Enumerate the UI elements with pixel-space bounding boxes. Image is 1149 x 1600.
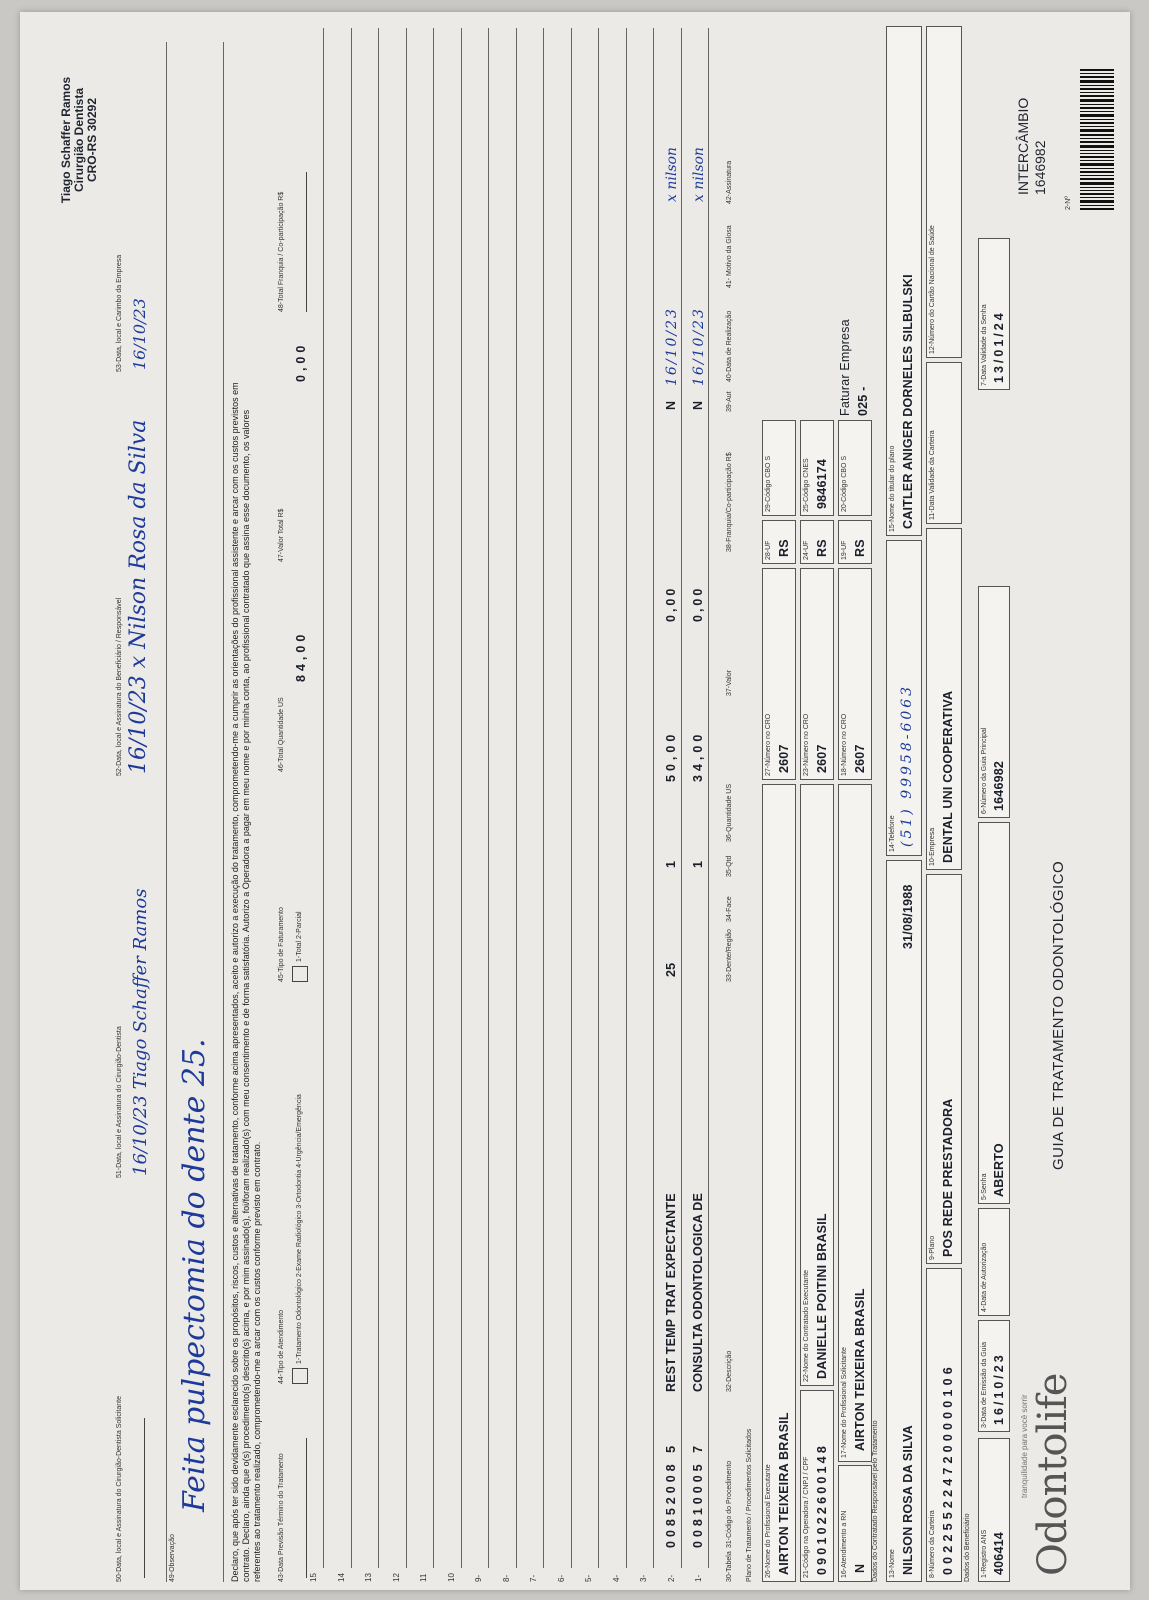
field-assinatura-solicitante-value bbox=[130, 1418, 145, 1578]
row-line bbox=[516, 28, 517, 1568]
rotated-form bbox=[20, 12, 1130, 1590]
field-label: 25-Código CNES bbox=[803, 458, 810, 512]
section-beneficiario: Dados do Beneficiário bbox=[964, 1513, 971, 1582]
section-tratamento: Plano de Tratamento / Procedimentos Solicitados bbox=[746, 1428, 753, 1582]
field-label: 29-Código CBO S bbox=[765, 455, 772, 512]
field-value: ABERTO bbox=[992, 1143, 1006, 1197]
row-line bbox=[433, 28, 434, 1568]
guide-type: INTERCÂMBIO bbox=[1015, 97, 1031, 195]
header-tabela: 30-Tabela bbox=[726, 1551, 733, 1582]
cell-data: 16/10/23 bbox=[691, 307, 707, 386]
table-row bbox=[523, 22, 545, 1582]
row-number: 7- bbox=[529, 1574, 538, 1582]
table-row bbox=[386, 22, 408, 1582]
row-line bbox=[406, 28, 407, 1568]
table-row bbox=[688, 22, 710, 1582]
cell-data: 16/10/23 bbox=[663, 307, 680, 386]
field-value: 0022552247200000106 bbox=[941, 1363, 955, 1575]
field-label: 3-Data de Emissão da Guia bbox=[981, 1342, 988, 1428]
cell-assin: x nilson bbox=[691, 147, 707, 202]
tipo-faturamento-options: 1-Total 2-Parcial bbox=[296, 911, 303, 962]
cell-code: 00852008 5 bbox=[663, 1441, 678, 1548]
field-label: 17-Nome do Profissional Solicitante bbox=[841, 1347, 848, 1458]
stamp-line: Cirurgião Dentista bbox=[72, 88, 86, 193]
field-previsao-termino-label: 43-Data Previsão Término do Tratamento bbox=[278, 1453, 285, 1582]
table-row bbox=[331, 22, 353, 1582]
field-value: 2607 bbox=[815, 744, 829, 773]
field-assinatura-beneficiario-value: 16/10/23 x Nilson Rosa da Silva bbox=[126, 419, 151, 774]
field-label: 5-Senha bbox=[981, 1173, 988, 1200]
row-number: 10 bbox=[446, 1573, 456, 1582]
field-label: 23-Número no CRO bbox=[803, 713, 810, 776]
table-row bbox=[633, 22, 655, 1582]
row-line bbox=[598, 28, 599, 1568]
row-line bbox=[708, 28, 709, 1568]
section-contratado: Dados do Contratado Responsável pelo Tratamento bbox=[872, 1420, 879, 1582]
declaration-line: contrato. Declaro, ainda que o(s) procedimento(s) descrito(s) acima, e por mim assinado(s), foi/foram realizado(s) com meu consentimento e de forma satisfatória. Autorizo a Operadora a pagar em meu nome e por minha conta, ao profissional contratado que assina esse documento, os valores bbox=[241, 409, 251, 1582]
row-number: 6- bbox=[556, 1574, 566, 1582]
field-label: 15-Nome do titular do plano bbox=[889, 445, 896, 532]
cell-code: 00810005 7 bbox=[691, 1441, 705, 1548]
cell-valor: 0,00 bbox=[691, 585, 705, 622]
row-number: 3- bbox=[639, 1574, 648, 1582]
guide-number: 1646982 bbox=[1032, 140, 1048, 195]
field-total-us-value: 84,00 bbox=[294, 630, 308, 682]
field-label: 7-Data Validade da Senha bbox=[981, 304, 988, 386]
row-line bbox=[378, 28, 379, 1568]
field-value: 2607 bbox=[777, 744, 791, 773]
operator-logo: Odontolife bbox=[1030, 1373, 1076, 1576]
field-label: 9-Plano bbox=[929, 1235, 936, 1260]
stamp-line: CRO-RS 30292 bbox=[85, 97, 99, 183]
field-value: POS REDE PRESTADORA bbox=[941, 1098, 955, 1257]
table-row bbox=[496, 22, 518, 1582]
field-label: 20-Código CBO S bbox=[841, 455, 848, 512]
logo-tagline: tranquilidade para você sorrir bbox=[1020, 1394, 1029, 1498]
field-label: 1-Registro ANS bbox=[981, 1529, 988, 1578]
field-value: 406414 bbox=[992, 1532, 1006, 1575]
field-total-franquia-value bbox=[292, 172, 307, 312]
field-value: NILSON ROSA DA SILVA bbox=[901, 1425, 915, 1575]
table-row bbox=[606, 22, 628, 1582]
header-aut: 39-Aut bbox=[726, 391, 733, 412]
field-tipo-faturamento-label: 45-Tipo de Faturamento bbox=[278, 907, 285, 982]
cell-desc: REST TEMP TRAT EXPECTANTE bbox=[663, 1193, 678, 1392]
field-value: AIRTON TEIXEIRA BRASIL bbox=[777, 1412, 791, 1575]
field-label: 16-Atendimento a RN bbox=[841, 1510, 848, 1578]
table-row bbox=[358, 22, 380, 1582]
row-number: 2- bbox=[666, 1574, 676, 1582]
field-label: 24-UF bbox=[803, 540, 810, 560]
row-line bbox=[488, 28, 489, 1568]
field-previsao-termino-value bbox=[292, 1438, 307, 1578]
field-total-us-label: 46-Total Quantidade US bbox=[278, 697, 285, 772]
signature-row bbox=[112, 22, 164, 1582]
field-assinatura-dentista-value: 16/10/23 Tiago Schaffer Ramos bbox=[130, 888, 151, 1176]
field-valor-total-label: 47-Valor Total R$ bbox=[278, 508, 285, 562]
table-row bbox=[551, 22, 573, 1582]
field-label: 18-Número no CRO bbox=[841, 713, 848, 776]
row-number: 15 bbox=[309, 1573, 318, 1582]
header-assinatura: 42-Assinatura bbox=[726, 160, 733, 204]
table-row bbox=[661, 22, 683, 1582]
field-assinatura-solicitante-label: 50-Data, local e Assinatura do Cirurgião-Dentista Solicitante bbox=[116, 1396, 123, 1582]
field-value: 2607 bbox=[853, 744, 867, 773]
row-number: 11 bbox=[419, 1573, 428, 1582]
row-number: 14 bbox=[336, 1573, 346, 1582]
cell-qtd: 1 bbox=[691, 860, 705, 868]
field-label: 21-Código na Operadora / CNPJ / CPF bbox=[803, 1456, 810, 1578]
form-sheet bbox=[20, 12, 1130, 1590]
field-label: 19-UF bbox=[841, 540, 848, 560]
header-qtd-us: 36-Quantidade US bbox=[726, 784, 733, 842]
table-row bbox=[578, 22, 600, 1582]
row-number: 4- bbox=[611, 1574, 621, 1582]
tipo-atendimento-options: 1-Tratamento Odontológico 2-Exame Radiológico 3-Ortodontia 4-Urgência/Emergência bbox=[296, 1094, 303, 1364]
row-number: 12 bbox=[391, 1573, 401, 1582]
cell-us: 50,00 bbox=[663, 730, 678, 782]
row-line bbox=[461, 28, 462, 1568]
row-line bbox=[681, 28, 682, 1568]
field-value: RS bbox=[815, 539, 829, 557]
cell-desc: CONSULTA ODONTOLOGICA DE bbox=[691, 1192, 705, 1392]
observation-handwritten: Feita pulpectomia do dente 25. bbox=[177, 1038, 212, 1512]
row-number: 1- bbox=[694, 1574, 703, 1582]
field-label: 27-Número no CRO bbox=[765, 713, 772, 776]
field-assinatura-beneficiario-label: 52-Data, local e Assinatura do Beneficiário / Responsável bbox=[116, 597, 123, 776]
cell-valor: 0,00 bbox=[663, 585, 678, 622]
table-row bbox=[468, 22, 490, 1582]
field-value: CAITLER ANIGER DORNELES SILBULSKI bbox=[901, 274, 915, 529]
field-value: 9846174 bbox=[815, 458, 829, 509]
field-assinatura-dentista-label: 51-Data, local e Assinatura do Cirurgião-Dentista bbox=[116, 1026, 123, 1178]
header-descricao: 32-Descrição bbox=[726, 1350, 733, 1392]
birth-date: 31/08/1988 bbox=[901, 884, 915, 949]
field-value: N bbox=[853, 1563, 867, 1573]
field-value: DANIELLE POITINI BRASIL bbox=[815, 1213, 829, 1379]
dentist-stamp bbox=[60, 40, 99, 240]
field-label: 4-Data de Autorização bbox=[981, 1242, 988, 1312]
field-label: 11-Data Validade da Carteira bbox=[929, 430, 936, 520]
row-line bbox=[653, 28, 654, 1568]
totals-row bbox=[278, 22, 318, 1582]
row-line bbox=[571, 28, 572, 1568]
field-value: DENTAL UNI COOPERATIVA bbox=[941, 690, 955, 863]
header-dente: 33-Dente/Região bbox=[726, 929, 733, 982]
header-codigo: 31-Código do Procedimento bbox=[726, 1460, 733, 1548]
field-value: 13/01/24 bbox=[992, 310, 1006, 383]
field-tipo-atendimento-label: 44-Tipo de Atendimento bbox=[278, 1309, 285, 1384]
field-value: 16/10/23 bbox=[992, 1352, 1006, 1425]
header-data-realizacao: 40-Data de Realização bbox=[726, 310, 733, 382]
table-row bbox=[413, 22, 435, 1582]
field-tipo-atendimento-value bbox=[292, 1368, 308, 1384]
header-face: 34-Face bbox=[726, 896, 733, 922]
field-valor-total-value: 0,00 bbox=[294, 341, 308, 382]
field-value: RS bbox=[777, 539, 791, 557]
declaration-line: referentes ao tratamento realizado, comprometendo-me a arcar com os custos conforme previsto em contrato. bbox=[252, 1141, 262, 1582]
header-franquia: 38-Franquia/Co-participação R$ bbox=[726, 452, 733, 552]
cell-tooth: 25 bbox=[663, 962, 678, 977]
field-label: 22-Nome do Contratado Executante bbox=[803, 1269, 810, 1382]
header-qtd: 35-Qtd bbox=[726, 855, 733, 877]
field-value: (51) 99958-6063 bbox=[899, 683, 915, 847]
field-total-franquia-label: 48-Total Franquia / Co-participação R$ bbox=[278, 191, 285, 312]
cell-aut: N bbox=[691, 400, 705, 410]
header-motivo-glosa: 41- Motivo da Glosa bbox=[726, 225, 733, 288]
field-carimbo-empresa-value: 16/10/23 bbox=[130, 298, 149, 370]
field-label: 28-UF bbox=[765, 540, 772, 560]
row-line bbox=[626, 28, 627, 1568]
cbo-value: 025 - bbox=[856, 386, 870, 416]
cell-aut: N bbox=[663, 400, 678, 410]
field-label: 12-Número do Cartão Nacional de Saúde bbox=[929, 225, 936, 354]
field-observacao bbox=[166, 42, 224, 1582]
field-carimbo-empresa-label: 53-Data, local e Carimbo da Empresa bbox=[116, 254, 123, 372]
field-label: 14-Telefone bbox=[889, 815, 896, 852]
field-label: 26-Nome do Profissional Executante bbox=[765, 1464, 772, 1578]
field-label: 6-Número da Guia Principal bbox=[981, 727, 988, 814]
row-line bbox=[351, 28, 352, 1568]
field-label: 8-Número da Carteira bbox=[929, 1510, 936, 1578]
field-value: AIRTON TEIXEIRA BRASIL bbox=[853, 1288, 867, 1451]
cell-assin: x nilson bbox=[663, 147, 680, 202]
guide-number-label: 2-Nº bbox=[1065, 196, 1072, 210]
field-value: 1646982 bbox=[992, 760, 1006, 811]
declaration-line: Declaro, que após ter sido devidamente esclarecido sobre os propósitos, riscos, custos e alternativas de tratamento, conforme acima apresentados, aceito e autorizo a execução do tratamento, comprometendo-me a cumprir as orientações do profissional assistente e arcar com os custos previstos em bbox=[230, 382, 240, 1582]
document-title: GUIA DE TRATAMENTO ODONTOLÓGICO bbox=[1050, 860, 1067, 1170]
stamp-line: Tiago Schaffer Ramos bbox=[59, 76, 73, 204]
table-row bbox=[441, 22, 463, 1582]
faturar-empresa: Faturar Empresa bbox=[838, 319, 852, 416]
cell-qtd: 1 bbox=[663, 860, 678, 868]
row-number: 5- bbox=[584, 1574, 593, 1582]
row-number: 9- bbox=[474, 1574, 483, 1582]
field-label: 10-Empresa bbox=[929, 827, 936, 866]
cell-us: 34,00 bbox=[691, 730, 705, 782]
row-line bbox=[543, 28, 544, 1568]
row-number: 13 bbox=[364, 1573, 373, 1582]
field-label: 13-Nome bbox=[889, 1549, 896, 1578]
row-line bbox=[323, 28, 324, 1568]
field-value: RS bbox=[853, 539, 867, 557]
field-label: 49-Observação bbox=[169, 1534, 176, 1582]
header-valor: 37-Valor bbox=[726, 670, 733, 696]
row-number: 8- bbox=[501, 1574, 511, 1582]
declaration-text bbox=[230, 22, 263, 1582]
field-value: 0901022600148 bbox=[815, 1443, 829, 1575]
field-tipo-faturamento-value bbox=[292, 966, 308, 982]
